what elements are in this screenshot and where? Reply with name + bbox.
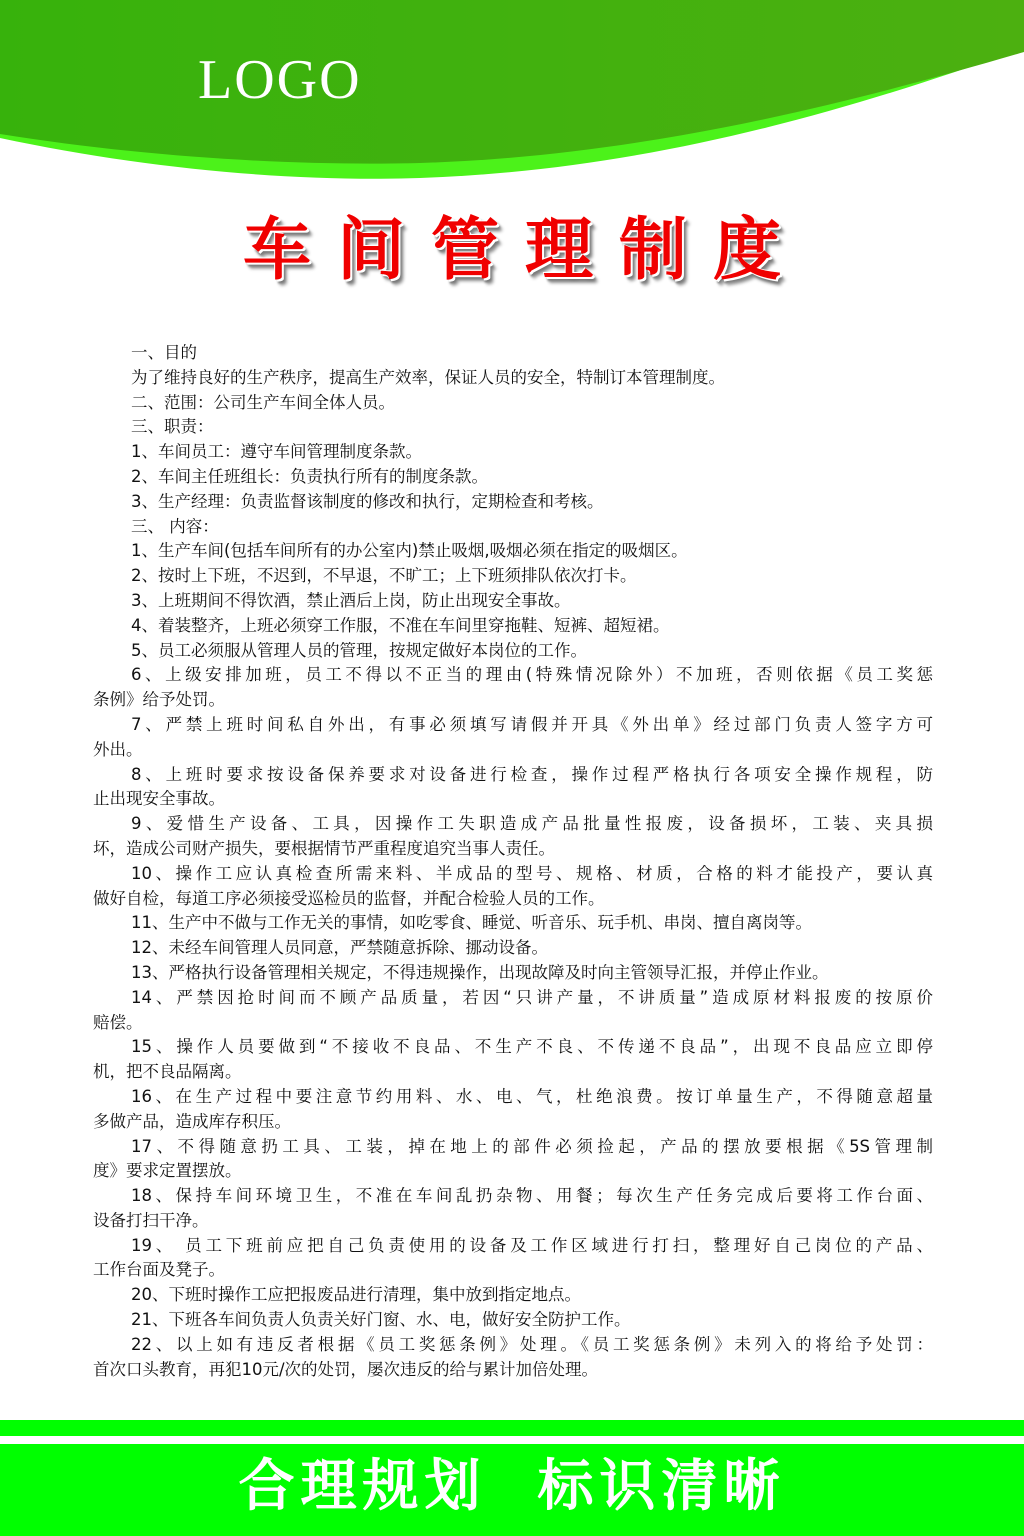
regulation-paragraph [93, 1333, 933, 1383]
regulation-paragraph [93, 589, 933, 614]
regulation-paragraph [93, 366, 933, 391]
footer-slogan: 合理规划 标识清晰 [238, 1454, 786, 1519]
regulation-paragraph [93, 490, 933, 515]
regulation-paragraph [93, 639, 933, 664]
regulation-paragraph [93, 564, 933, 589]
regulation-paragraph [93, 812, 933, 862]
regulation-line: 条例》给予处罚。 [93, 690, 225, 710]
regulation-line: 做好自检，每道工序必须接受巡检员的监督，并配合检验人员的工作。 [93, 888, 605, 908]
regulation-paragraph [93, 936, 933, 961]
regulation-line: 12、未经车间管理人员同意，严禁随意拆除、挪动设备。 [131, 938, 548, 958]
regulation-line: 止出现安全事故。 [93, 789, 225, 809]
regulation-paragraph [93, 415, 933, 440]
regulation-line: 13、严格执行设备管理相关规定，不得违规操作，出现故障及时向主管领导汇报，并停止作业。 [131, 962, 829, 982]
regulation-line: 3、生产经理：负责监督该制度的修改和执行，定期检查和考核。 [131, 491, 604, 511]
regulation-paragraph [93, 341, 933, 366]
regulation-line: 工作台面及凳子。 [93, 1260, 225, 1280]
regulation-line: 1、生产车间(包括车间所有的办公室内)禁止吸烟,吸烟必须在指定的吸烟区。 [131, 541, 688, 561]
regulation-paragraph [93, 911, 933, 936]
regulation-paragraph [93, 1035, 933, 1085]
regulation-paragraph [93, 391, 933, 416]
regulation-line: 17、不得随意扔工具、工装，掉在地上的部件必须捡起，产品的摆放要根据《5S管理制 [131, 1136, 933, 1156]
regulation-line: 设备打扫干净。 [93, 1210, 209, 1230]
regulation-line: 赔偿。 [93, 1012, 143, 1032]
regulation-line: 4、着装整齐，上班必须穿工作服，不准在车间里穿拖鞋、短裤、超短裙。 [131, 615, 670, 635]
regulation-line: 16、在生产过程中要注意节约用料、水、电、气，杜绝浪费。按订单量生产，不得随意超量 [131, 1086, 933, 1106]
regulation-paragraph [93, 515, 933, 540]
regulation-line: 22、以上如有违反者根据《员工奖惩条例》处理。《员工奖惩条例》未列入的将给予处罚： [131, 1334, 933, 1354]
regulation-line: 为了维持良好的生产秩序，提高生产效率，保证人员的安全，特制订本管理制度。 [131, 367, 725, 387]
regulation-line: 度》要求定置摆放。 [93, 1161, 242, 1181]
regulation-line: 一、目的 [131, 343, 197, 362]
regulation-paragraph [93, 1308, 933, 1333]
regulation-line: 8、上班时要求按设备保养要求对设备进行检查，操作过程严格执行各项安全操作规程，防 [131, 764, 933, 784]
regulation-line: 二、范围：公司生产车间全体人员。 [131, 392, 395, 412]
regulation-line: 三、职责： [131, 417, 214, 437]
regulation-paragraph [93, 1283, 933, 1308]
regulation-line: 1、车间员工：遵守车间管理制度条款。 [131, 442, 422, 462]
regulation-paragraph [93, 713, 933, 763]
regulation-paragraph [93, 539, 933, 564]
regulation-line: 10、操作工应认真检查所需来料、半成品的型号、规格、材质，合格的料才能投产，要认真 [131, 863, 933, 883]
page-title: 车间管理制度 [242, 211, 807, 290]
regulation-line: 14、严禁因抢时间而不顾产品质量，若因“只讲产量，不讲质量”造成原材料报废的按原价 [131, 987, 933, 1007]
regulation-paragraph [93, 1234, 933, 1284]
regulation-paragraph [93, 614, 933, 639]
regulation-line: 5、员工必须服从管理人员的管理，按规定做好本岗位的工作。 [131, 640, 587, 660]
regulation-line: 18、保持车间环境卫生，不准在车间乱扔杂物、用餐；每次生产任务完成后要将工作台面、 [131, 1186, 933, 1206]
regulation-line: 2、按时上下班，不迟到，不早退，不旷工；上下班须排队依次打卡。 [131, 566, 637, 586]
footer-stripe [0, 1420, 1024, 1436]
regulation-paragraph [93, 763, 933, 813]
regulation-line: 21、下班各车间负责人负责关好门窗、水、电，做好安全防护工作。 [131, 1310, 631, 1330]
regulation-paragraph [93, 440, 933, 465]
regulation-line: 7、严禁上班时间私自外出，有事必须填写请假并开具《外出单》经过部门负责人签字方可 [131, 714, 933, 734]
regulation-paragraph [93, 961, 933, 986]
regulation-line: 9、爱惜生产设备、工具，因操作工失职造成产品批量性报废，设备损坏，工装、夹具损 [131, 814, 933, 834]
regulation-paragraph [93, 465, 933, 490]
regulation-paragraph [93, 1135, 933, 1185]
regulation-paragraph [93, 1184, 933, 1234]
regulation-paragraph [93, 1085, 933, 1135]
regulation-paragraph [93, 663, 933, 713]
regulation-line: 外出。 [93, 739, 143, 759]
regulation-paragraph [93, 986, 933, 1036]
regulation-paragraph [93, 862, 933, 912]
header-wave-dark [0, 0, 1024, 164]
regulation-line: 三、 内容： [131, 516, 219, 536]
regulation-line: 6、上级安排加班，员工不得以不正当的理由(特殊情况除外）不加班，否则依据《员工奖惩 [131, 665, 933, 685]
header-green-wave [0, 0, 1024, 190]
regulation-line: 首次口头教育，再犯10元/次的处罚，屡次违反的给与累计加倍处理。 [93, 1359, 599, 1379]
regulation-body [93, 341, 933, 1382]
regulation-line: 机，把不良品隔离。 [93, 1062, 242, 1082]
regulation-line: 坏，造成公司财产损失，要根据情节严重程度追究当事人责任。 [93, 838, 555, 858]
regulation-line: 19、 员工下班前应把自己负责使用的设备及工作区域进行打扫，整理好自己岗位的产品、 [131, 1235, 933, 1255]
regulation-line: 多做产品，造成库存积压。 [93, 1111, 291, 1131]
regulation-line: 2、车间主任班组长：负责执行所有的制度条款。 [131, 466, 488, 486]
regulation-line: 3、上班期间不得饮酒，禁止酒后上岗，防止出现安全事故。 [131, 590, 571, 610]
logo: LOGO [198, 49, 362, 111]
regulation-line: 15、操作人员要做到“不接收不良品、不生产不良、不传递不良品”，出现不良品应立即停 [131, 1037, 933, 1057]
regulation-line: 20、下班时操作工应把报废品进行清理，集中放到指定地点。 [131, 1285, 581, 1305]
regulation-line: 11、生产中不做与工作无关的事情，如吃零食、睡觉、听音乐、玩手机、串岗、擅自离岗等。 [131, 913, 812, 933]
